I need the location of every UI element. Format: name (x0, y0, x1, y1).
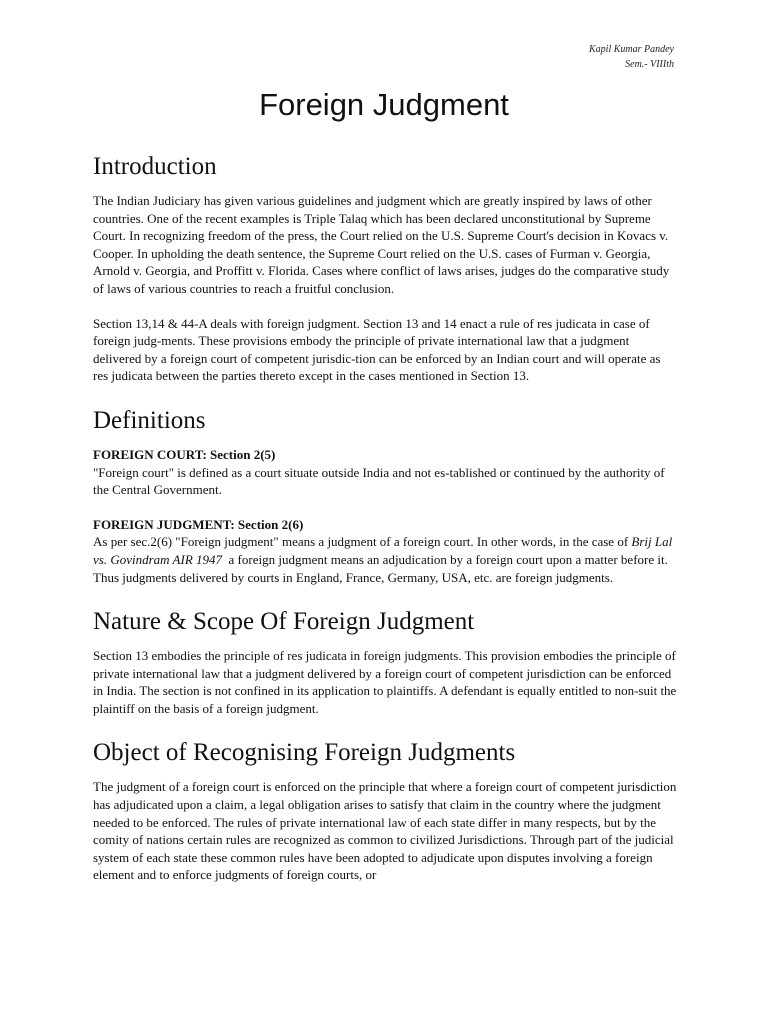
section-introduction (93, 150, 678, 385)
definition-text-foreign-judgment-start: As per sec.2(6) "Foreign judgment" means a judgment of a foreign court. In other words, in the case of (93, 534, 632, 550)
section-nature-scope (93, 605, 678, 717)
definition-text-foreign-judgment-end: a foreign judgment means an adjudication by a foreign court upon a matter before it. Thus judgments delivered by courts in England, France, Germany, USA, etc. are foreign judgments. (93, 551, 671, 585)
section-heading-introduction: Introduction (93, 153, 217, 180)
definition-label-foreign-court: FOREIGN COURT: Section 2(5) (93, 446, 276, 462)
object-paragraph: The judgment of a foreign court is enforced on the principle that where a foreign court of competent jurisdiction has adjudicated upon a claim, a legal obligation arises to satisfy that claim in the country where the judgment needed to be enforced. The rules of private international law of each state differ in many respects, but by the comity of nations certain rules are recognized as common to civilized Jurisdictions. Through part of the judicial system of each state these common rules have been adopted to adjudicate upon disputes involving a foreign element and to enforce judgments of foreign courts, or (93, 779, 677, 883)
introduction-paragraph-1: The Indian Judiciary has given various guidelines and judgment which are greatly inspired by laws of other countries. One of the recent examples is Triple Talaq which has been declared unconstitutional by Supreme Court. In recognizing freedom of the press, the Court relied on the U.S. Supreme Court's decision in Kovacs v. Cooper. In upholding the death sentence, the Supreme Court relied on the U.S. cases of Furman v. Georgia, Arnold v. Georgia, and Proffitt v. Florida. Cases where conflict of laws arises, judges do the comparative study of laws of various countries to reach a fruitful conclusion. (93, 193, 670, 296)
author-name: Kapil Kumar Pandey (589, 44, 674, 55)
introduction-paragraph-2: Section 13,14 & 44-A deals with foreign judgment. Section 13 and 14 enact a rule of res judicata in case of foreign judg-ments. These provisions embody the principle of private international law that a judgment delivered by a foreign court of competent jurisdic-tion can be enforced by an Indian court and will operate as res judicata between the parties thereto except in the cases mentioned in Section 13. (93, 315, 661, 384)
author-semester: Sem.- VIIIth (625, 59, 674, 70)
definition-text-foreign-court: "Foreign court" is defined as a court situate outside India and not es-tablished or continued by the authority of the Central Government. (93, 464, 665, 498)
definition-foreign-judgment (93, 516, 678, 586)
definition-foreign-court (93, 446, 678, 499)
author-block (589, 42, 674, 72)
document-title: Foreign Judgment (259, 87, 509, 122)
section-object (93, 736, 678, 884)
section-heading-object: Object of Recognising Foreign Judgments (93, 739, 516, 767)
definition-label-foreign-judgment: FOREIGN JUDGMENT: Section 2(6) (93, 516, 304, 532)
nature-scope-paragraph: Section 13 embodies the principle of res judicata in foreign judgments. This provision embodies the principle of private international law that a judgment delivered by a foreign court of competent jurisdiction can be enforced in India. The section is not confined in its application to plaintiffs. A defendant is equally entitled to non-suit the plaintiff on the basis of a foreign judgment. (93, 648, 677, 716)
case-citation: Brij Lal vs. Govindram AIR 1947 (93, 534, 673, 567)
section-definitions (93, 404, 678, 586)
section-heading-nature-scope: Nature & Scope Of Foreign Judgment (93, 608, 475, 636)
section-heading-definitions: Definitions (93, 406, 206, 434)
document-body (93, 150, 678, 884)
